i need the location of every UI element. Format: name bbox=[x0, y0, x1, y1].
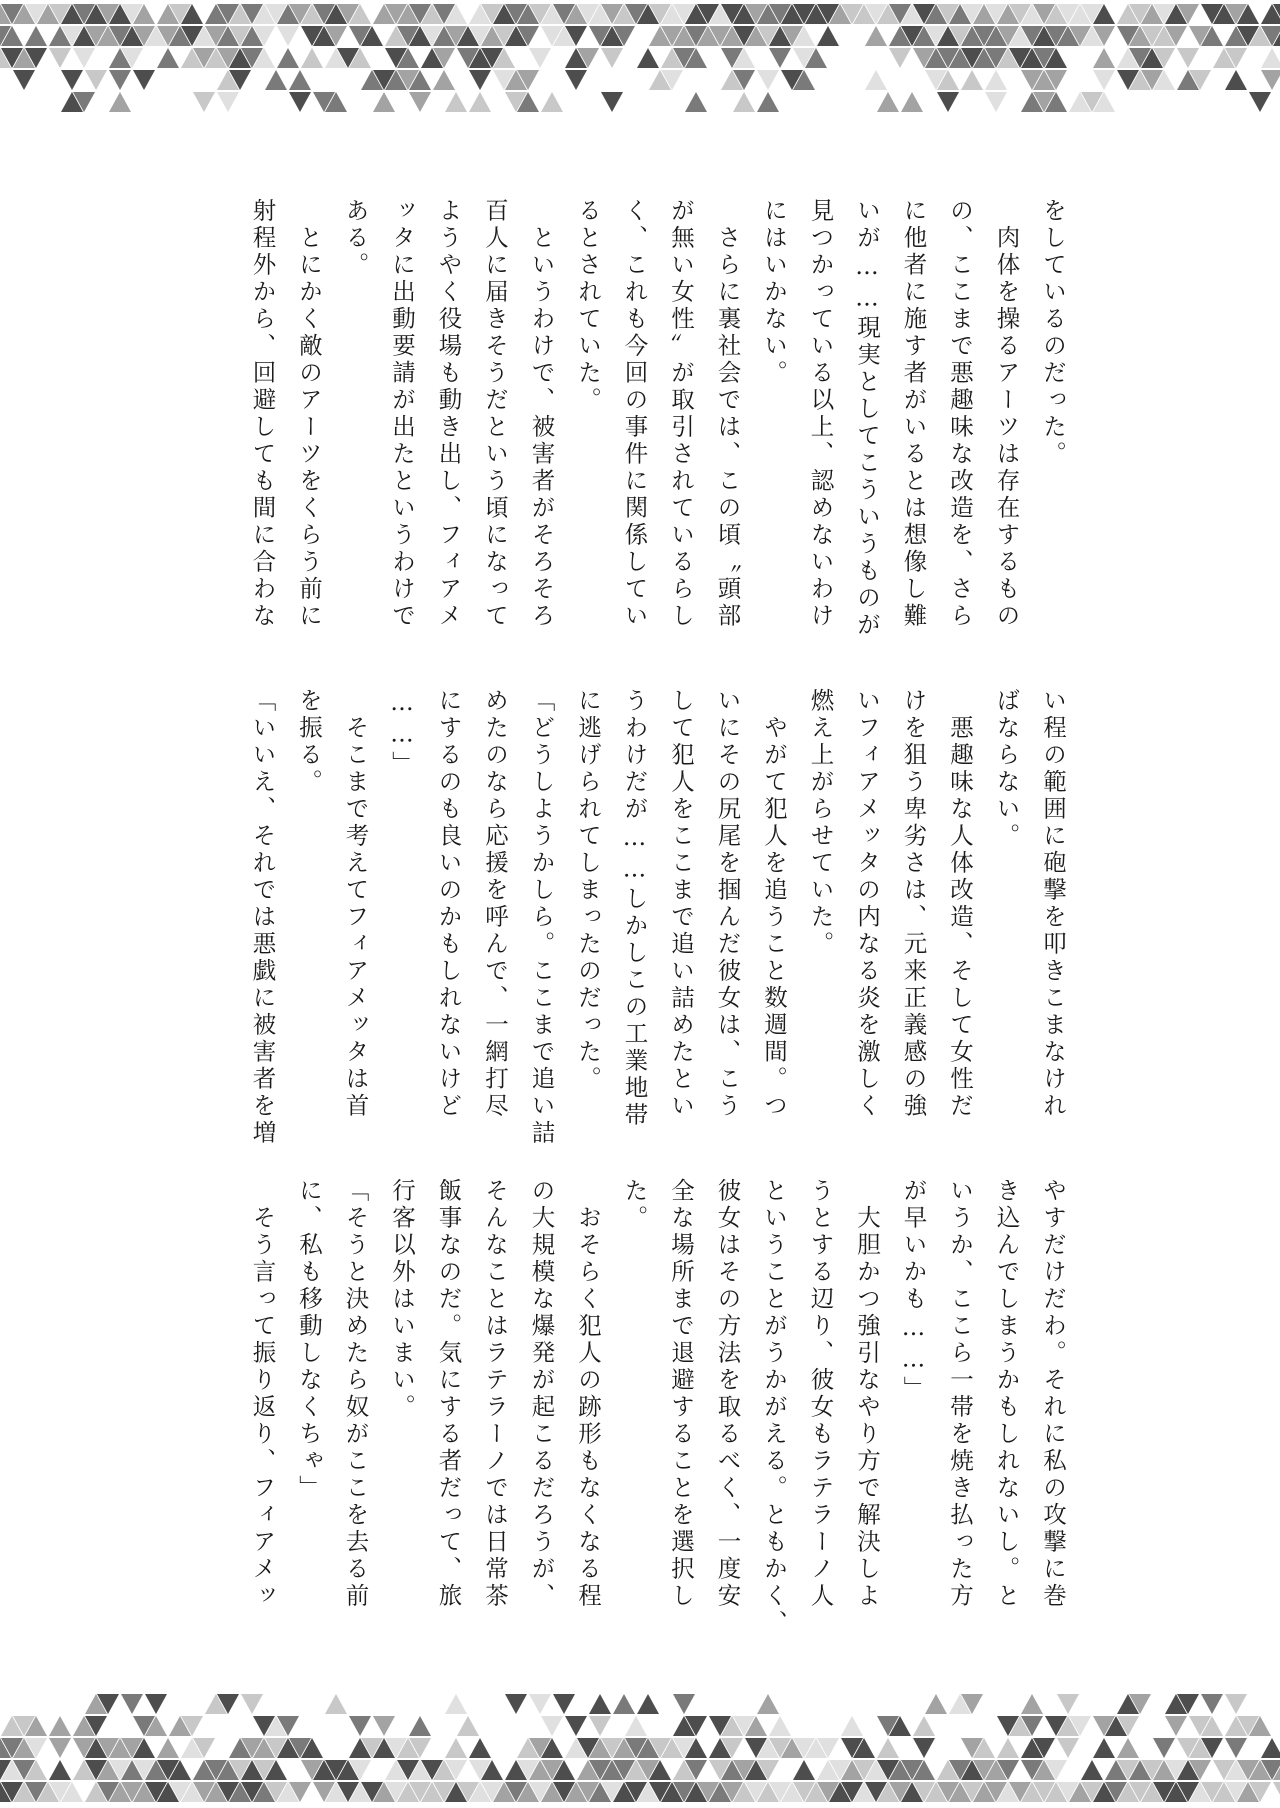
text-line: いうか、ここら一帯を焼き払った方 bbox=[946, 1178, 974, 1610]
pattern-triangle bbox=[349, 1716, 371, 1736]
pattern-triangle bbox=[625, 1716, 647, 1736]
text-block-middle bbox=[236, 688, 1076, 1147]
pattern-triangle bbox=[445, 1694, 467, 1714]
pattern-triangle bbox=[1261, 70, 1280, 90]
pattern-triangle bbox=[1165, 1716, 1187, 1736]
pattern-triangle bbox=[1261, 1738, 1280, 1758]
pattern-triangle bbox=[109, 70, 131, 90]
pattern-triangle bbox=[1249, 92, 1271, 112]
pattern-triangle bbox=[1177, 48, 1199, 68]
pattern-triangle bbox=[601, 92, 623, 112]
text-line: して犯人をここまで追い詰めたとい bbox=[667, 688, 695, 1120]
pattern-triangle bbox=[433, 70, 455, 90]
text-line: 「いいえ、それでは悪戯に被害者を増 bbox=[248, 688, 277, 1147]
text-line: 「どうしようかしら。ここまで追い詰 bbox=[527, 688, 556, 1147]
pattern-triangle bbox=[1093, 48, 1115, 68]
pattern-triangle bbox=[565, 1716, 587, 1736]
pattern-triangle bbox=[121, 1694, 143, 1714]
pattern-triangle bbox=[61, 70, 83, 90]
pattern-triangle bbox=[445, 1738, 467, 1758]
pattern-triangle bbox=[589, 1694, 611, 1714]
text-line: を振る。 bbox=[295, 688, 323, 796]
text-block-bottom bbox=[236, 1178, 1076, 1637]
pattern-triangle bbox=[49, 48, 71, 68]
pattern-triangle bbox=[157, 48, 179, 68]
pattern-triangle bbox=[289, 92, 311, 112]
pattern-triangle bbox=[265, 70, 287, 90]
text-line: にはいかない。 bbox=[760, 198, 788, 387]
text-line: た。 bbox=[620, 1178, 649, 1232]
text-block-top bbox=[236, 198, 1076, 643]
pattern-triangle bbox=[637, 48, 659, 68]
pattern-triangle bbox=[541, 92, 563, 112]
text-line: けを狙う卑劣さは、元来正義感の強 bbox=[899, 688, 928, 1120]
pattern-triangle bbox=[469, 1738, 491, 1758]
pattern-triangle bbox=[769, 48, 791, 68]
text-line: やがて犯人を追うこと数週間。つ bbox=[760, 688, 788, 1120]
text-line: そんなことはラテラーノでは日常茶 bbox=[481, 1178, 509, 1610]
text-line: ッタに出動要請が出たというわけで bbox=[388, 198, 416, 630]
pattern-triangle bbox=[541, 1716, 563, 1736]
text-line: 百人に届きそうだという頃になって bbox=[481, 198, 509, 630]
text-line: く、これも今回の事件に関係してい bbox=[620, 198, 649, 630]
pattern-triangle bbox=[1273, 1782, 1280, 1802]
pattern-triangle bbox=[1261, 48, 1280, 68]
pattern-triangle bbox=[157, 1738, 179, 1758]
pattern-triangle bbox=[193, 92, 215, 112]
pattern-triangle bbox=[985, 70, 1007, 90]
pattern-triangle bbox=[457, 1716, 479, 1736]
pattern-triangle bbox=[997, 1738, 1019, 1758]
text-line: いにその尻尾を掴んだ彼女は、こう bbox=[713, 688, 742, 1120]
text-line: 悪趣味な人体改造、そして女性だ bbox=[946, 688, 974, 1120]
pattern-triangle bbox=[733, 92, 755, 112]
pattern-triangle bbox=[913, 1738, 935, 1758]
text-line: うわけだが……しかしこの工業地帯 bbox=[620, 688, 649, 1129]
pattern-triangle bbox=[913, 1716, 935, 1736]
pattern-triangle bbox=[133, 70, 155, 90]
text-line: ……」 bbox=[388, 688, 416, 778]
text-line: の、ここまで悪趣味な改造を、さら bbox=[946, 198, 974, 630]
text-line: 見つかっている以上、認めないわけ bbox=[806, 198, 835, 630]
pattern-triangle bbox=[877, 92, 899, 112]
text-line: い程の範囲に砲撃を叩きこまなけれ bbox=[1039, 688, 1067, 1120]
pattern-triangle bbox=[637, 1694, 659, 1714]
text-line: そう言って振り返り、フィアメッ bbox=[248, 1178, 277, 1610]
pattern-triangle bbox=[469, 92, 491, 112]
pattern-triangle bbox=[565, 70, 587, 90]
text-line: ある。 bbox=[341, 198, 370, 279]
pattern-triangle bbox=[1093, 1738, 1115, 1758]
pattern-triangle bbox=[817, 26, 839, 46]
pattern-triangle bbox=[1153, 1738, 1175, 1758]
text-line: が早いかも……」 bbox=[899, 1178, 928, 1403]
pattern-triangle bbox=[373, 1716, 395, 1736]
text-line: ばならない。 bbox=[992, 688, 1021, 850]
text-line: おそらく犯人の跡形もなくなる程 bbox=[574, 1178, 602, 1610]
pattern-triangle bbox=[1225, 70, 1247, 90]
pattern-triangle bbox=[937, 92, 959, 112]
text-line: にするのも良いのかもしれないけど bbox=[434, 688, 463, 1120]
pattern-triangle bbox=[1081, 1760, 1103, 1780]
text-line: に逃げられてしまったのだった。 bbox=[574, 688, 602, 1093]
pattern-triangle bbox=[673, 1694, 695, 1714]
text-line: めたのなら応援を呼んで、一網打尽 bbox=[481, 688, 509, 1120]
pattern-triangle bbox=[889, 48, 911, 68]
pattern-triangle bbox=[217, 92, 239, 112]
text-line: 「そうと決めたら奴がここを去る前 bbox=[341, 1178, 370, 1610]
pattern-triangle bbox=[25, 26, 47, 46]
pattern-triangle bbox=[445, 92, 467, 112]
text-line: とにかく敵のアーツをくらう前に bbox=[295, 198, 323, 630]
pattern-triangle bbox=[289, 70, 311, 90]
text-line: が無い女性〟が取引されているらし bbox=[667, 198, 695, 630]
text-line: 全な場所まで退避することを選択し bbox=[667, 1178, 695, 1610]
pattern-triangle bbox=[85, 70, 107, 90]
text-line: いが……現実としてこういうものが bbox=[853, 198, 881, 639]
pattern-triangle bbox=[793, 1760, 815, 1780]
pattern-triangle bbox=[685, 92, 707, 112]
pattern-triangle bbox=[757, 1694, 779, 1714]
pattern-triangle bbox=[529, 48, 551, 68]
text-line: に、私も移動しなくちゃ」 bbox=[295, 1178, 323, 1502]
pattern-triangle bbox=[961, 70, 983, 90]
pattern-triangle bbox=[325, 1694, 347, 1714]
pattern-triangle bbox=[865, 70, 887, 90]
pattern-triangle bbox=[1225, 1694, 1247, 1714]
pattern-triangle bbox=[1021, 1694, 1043, 1714]
pattern-triangle bbox=[757, 70, 779, 90]
pattern-triangle bbox=[601, 48, 623, 68]
text-line: に他者に施す者がいるとは想像し難 bbox=[899, 198, 928, 630]
text-line: やすだけだわ。それに私の攻撃に巻 bbox=[1039, 1178, 1067, 1610]
text-line: 燃え上がらせていた。 bbox=[806, 688, 835, 958]
pattern-triangle bbox=[409, 92, 431, 112]
pattern-triangle bbox=[613, 1694, 635, 1714]
pattern-triangle bbox=[49, 1738, 71, 1758]
pattern-triangle bbox=[589, 1716, 611, 1736]
pattern-triangle bbox=[1057, 1738, 1079, 1758]
text-line: ようやく役場も動き出し、フィアメ bbox=[434, 198, 463, 630]
pattern-triangle bbox=[841, 1716, 863, 1736]
pattern-triangle bbox=[757, 92, 779, 112]
text-line: き込んでしまうかもしれないし。と bbox=[992, 1178, 1021, 1610]
pattern-triangle bbox=[925, 1694, 947, 1714]
pattern-triangle bbox=[901, 92, 923, 112]
text-line: の大規模な爆発が起こるだろうが、 bbox=[527, 1178, 556, 1610]
pattern-triangle bbox=[49, 1716, 71, 1736]
pattern-triangle bbox=[865, 26, 887, 46]
text-line: さらに裏社会では、この頃〝頭部 bbox=[713, 198, 742, 630]
text-line: 飯事なのだ。気にする者だって、旅 bbox=[434, 1178, 463, 1610]
pattern-triangle bbox=[1201, 1694, 1223, 1714]
pattern-triangle bbox=[469, 70, 491, 90]
pattern-triangle bbox=[1117, 1738, 1139, 1758]
text-line: 大胆かつ強引なやり方で解決しよ bbox=[853, 1178, 881, 1610]
pattern-triangle bbox=[1093, 70, 1115, 90]
pattern-triangle bbox=[73, 48, 95, 68]
pattern-triangle bbox=[409, 1716, 431, 1736]
pattern-triangle bbox=[985, 92, 1007, 112]
text-line: 射程外から、回避しても間に合わな bbox=[248, 198, 277, 630]
pattern-triangle bbox=[553, 1694, 575, 1714]
pattern-triangle bbox=[373, 92, 395, 112]
pattern-triangle bbox=[277, 26, 299, 46]
pattern-triangle bbox=[877, 1738, 899, 1758]
pattern-triangle bbox=[529, 1694, 551, 1714]
pattern-triangle bbox=[241, 1694, 263, 1714]
pattern-triangle bbox=[277, 48, 299, 68]
text-line: 行客以外はいまい。 bbox=[388, 1178, 416, 1421]
triangle-pattern-top bbox=[0, 0, 1280, 130]
pattern-triangle bbox=[145, 1694, 167, 1714]
text-line: 彼女はその方法を取るべく、一度安 bbox=[713, 1178, 742, 1610]
text-line: そこまで考えてフィアメッタは首 bbox=[341, 688, 370, 1120]
triangle-pattern-bottom bbox=[0, 1675, 1280, 1808]
pattern-triangle bbox=[1225, 1738, 1247, 1758]
pattern-triangle bbox=[505, 1694, 527, 1714]
pattern-triangle bbox=[301, 48, 323, 68]
pattern-triangle bbox=[13, 70, 35, 90]
text-line: をしているのだった。 bbox=[1039, 198, 1067, 468]
text-line: 肉体を操るアーツは存在するもの bbox=[992, 198, 1021, 630]
pattern-triangle bbox=[1057, 1694, 1079, 1714]
pattern-triangle bbox=[109, 92, 131, 112]
pattern-triangle bbox=[769, 1716, 791, 1736]
pattern-triangle bbox=[49, 1760, 71, 1780]
text-line: るとされていた。 bbox=[574, 198, 602, 414]
text-line: うとする辺り、彼女もラテラーノ人 bbox=[806, 1178, 835, 1610]
text-line: というわけで、被害者がそろそろ bbox=[527, 198, 556, 630]
text-line: ということがうかがえる。ともかく、 bbox=[760, 1178, 788, 1637]
text-line: いフィアメッタの内なる炎を激しく bbox=[853, 688, 881, 1120]
